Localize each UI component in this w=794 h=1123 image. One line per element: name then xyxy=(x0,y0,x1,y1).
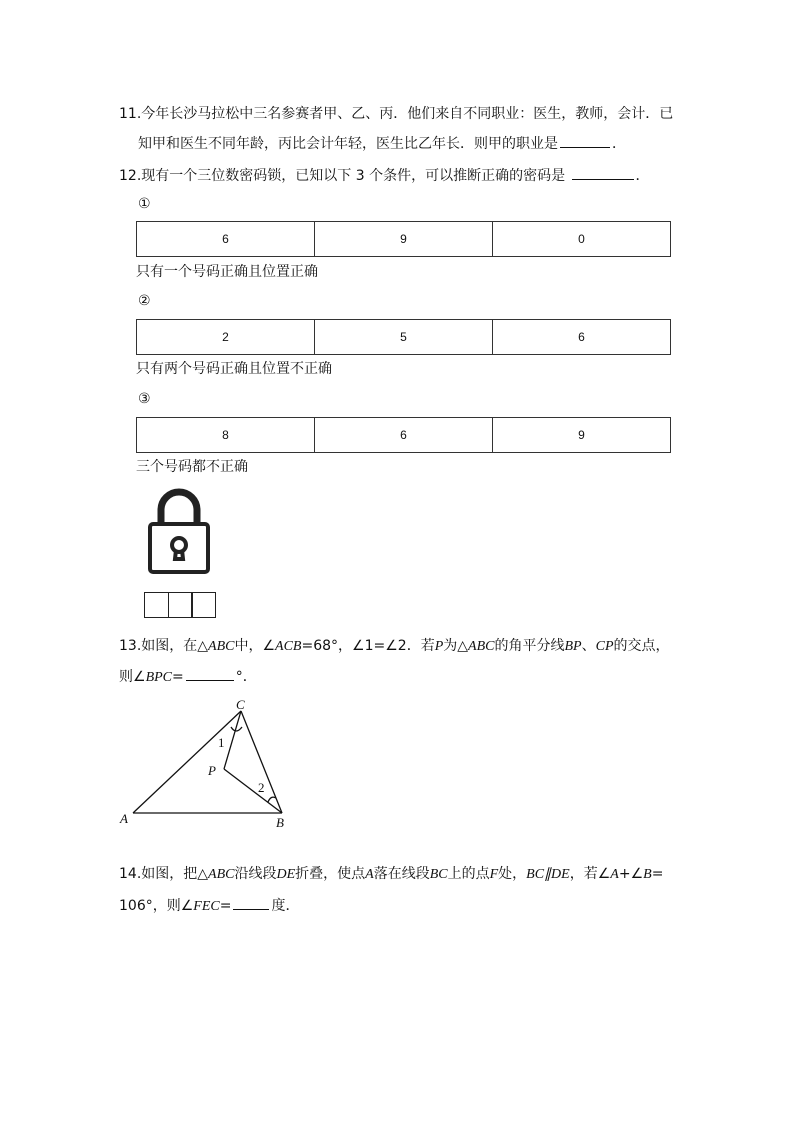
q13-p: P xyxy=(434,639,444,654)
condition-3-digit-3: 9 xyxy=(493,418,671,453)
q13-line-2 xyxy=(119,666,257,688)
label-1: 1 xyxy=(218,735,225,750)
q14-l2-c: 度． xyxy=(271,898,300,914)
q13-text-g: 的交点， xyxy=(613,638,670,654)
condition-3-digit-2: 6 xyxy=(315,418,493,453)
q14-bc: BC xyxy=(429,867,448,882)
condition-3-digit-1: 8 xyxy=(137,418,315,453)
q13-text-d: 为△ xyxy=(443,638,469,654)
condition-3-marker: ③ xyxy=(138,391,151,407)
condition-1-table xyxy=(136,221,671,257)
q14-angle-b: B xyxy=(643,867,652,882)
q13-answer-blank[interactable] xyxy=(186,666,234,681)
side-ac xyxy=(133,711,241,813)
q11-line-2 xyxy=(138,133,626,154)
condition-1-digit-3: 0 xyxy=(493,222,671,257)
condition-2-digit-1: 2 xyxy=(137,320,315,355)
q14-angle-a: A xyxy=(610,867,619,882)
q14-text-a: 14.如图，把△ xyxy=(119,866,209,882)
q14-answer-blank[interactable] xyxy=(233,895,269,910)
q14-text-c: 折叠，使点 xyxy=(295,866,366,882)
q14-bc-parallel-de: BC∥DE xyxy=(526,867,570,882)
label-b: B xyxy=(276,815,284,830)
q13-abc-2: ABC xyxy=(468,639,495,654)
q14-point-f: F xyxy=(489,867,499,882)
q13-cp: CP xyxy=(595,639,614,654)
q12-stem-text: 12.现有一个三位数密码锁，已知以下 3 个条件，可以推断正确的密码是 xyxy=(119,168,566,184)
q14-line-2 xyxy=(119,895,299,917)
q11-line-2-text: 知甲和医生不同年龄，丙比会计年轻，医生比乙年长．则甲的职业是 xyxy=(138,136,558,152)
q13-l2-b: = xyxy=(172,669,184,685)
q12-stem-end: ． xyxy=(635,168,650,184)
angle-2-arc xyxy=(268,797,276,802)
q14-text-d: 落在线段 xyxy=(373,866,430,882)
q13-text-b: 中，∠ xyxy=(234,638,276,654)
q14-point-a: A xyxy=(365,867,374,882)
q14-text-i: = xyxy=(651,866,664,882)
q11-answer-blank[interactable] xyxy=(560,133,610,148)
q13-bpc: BPC xyxy=(145,670,173,685)
q13-line-1 xyxy=(119,636,670,657)
q14-l2-b: = xyxy=(219,898,232,914)
q13-text-e: 的角平分线 xyxy=(494,638,565,654)
condition-2-digit-2: 5 xyxy=(315,320,493,355)
password-box-2[interactable] xyxy=(168,592,193,618)
q14-text-b: 沿线段 xyxy=(234,866,277,882)
q14-text-g: ，若∠ xyxy=(569,866,611,882)
condition-1-digit-1: 6 xyxy=(137,222,315,257)
q14-fec: FEC xyxy=(193,899,220,914)
q13-abc: ABC xyxy=(208,639,235,654)
label-a: A xyxy=(120,811,128,826)
password-answer-boxes xyxy=(144,592,215,618)
q13-text-f: 、 xyxy=(581,638,596,654)
condition-2-marker: ② xyxy=(138,293,151,309)
q11-line-1: 11.今年长沙马拉松中三名参赛者甲、乙、丙．他们来自不同职业：医生，教师，会计．已 xyxy=(119,106,674,122)
q13-text-c: =68°，∠1=∠2．若 xyxy=(301,638,435,654)
password-box-3[interactable] xyxy=(191,592,216,618)
q13-l2-a: 则∠ xyxy=(119,669,146,685)
condition-2-table xyxy=(136,319,671,355)
q14-text-e: 上的点 xyxy=(447,866,490,882)
condition-3-table xyxy=(136,417,671,453)
q13-text-a: 13.如图，在△ xyxy=(119,638,209,654)
condition-3-note: 三个号码都不正确 xyxy=(136,459,248,475)
label-c: C xyxy=(236,697,245,712)
q13-bp: BP xyxy=(564,639,582,654)
condition-1-digit-2: 9 xyxy=(315,222,493,257)
q13-l2-c: °． xyxy=(235,669,257,685)
q11-line-2-end: ． xyxy=(612,136,626,152)
q14-text-h: +∠ xyxy=(618,866,644,882)
label-p: P xyxy=(208,763,216,778)
condition-1-marker: ① xyxy=(138,196,151,212)
padlock-icon xyxy=(146,488,212,576)
q14-l2-a: 106°，则∠ xyxy=(119,898,194,914)
q14-de: DE xyxy=(276,867,296,882)
password-box-1[interactable] xyxy=(144,592,169,618)
q14-abc: ABC xyxy=(208,867,235,882)
triangle-figure xyxy=(118,695,298,833)
condition-1-note: 只有一个号码正确且位置正确 xyxy=(136,264,318,280)
condition-2-digit-3: 6 xyxy=(493,320,671,355)
q12-answer-blank[interactable] xyxy=(572,165,634,180)
q12-stem xyxy=(119,165,650,186)
q13-acb: ACB xyxy=(275,639,302,654)
label-2: 2 xyxy=(258,780,265,795)
condition-2-note: 只有两个号码正确且位置不正确 xyxy=(136,361,332,377)
q14-text-f: 处， xyxy=(498,866,527,882)
q14-line-1 xyxy=(119,864,663,885)
